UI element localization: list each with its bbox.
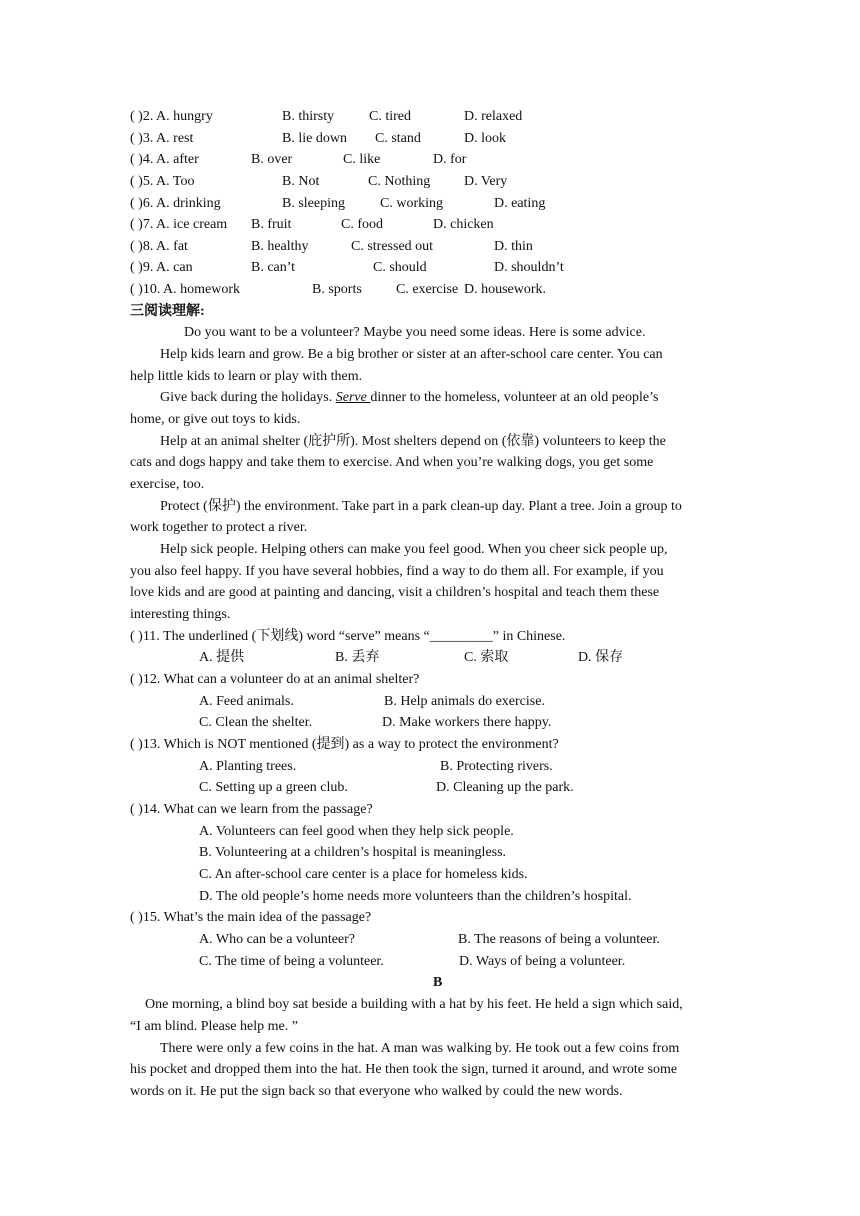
passage-line: Help kids learn and grow. Be a big brother or sister at an after-school care center. You can — [160, 347, 663, 362]
underlined-word: Serve — [335, 390, 371, 405]
passage-line: “I am blind. Please help me. ” — [130, 1019, 298, 1034]
passage-heading: B — [433, 975, 443, 990]
cloze-option-b: B. Not — [282, 174, 320, 189]
passage-line: his pocket and dropped them into the hat. He then took the sign, turned it around, and wrote some — [130, 1062, 678, 1077]
cloze-option-c: C. tired — [369, 109, 411, 124]
cloze-question: ( )9. A. can — [130, 260, 193, 275]
question-12: ( )12. What can a volunteer do at an animal shelter? — [130, 672, 420, 687]
option: D. Make workers there happy. — [382, 715, 552, 730]
cloze-option-d: D. chicken — [433, 217, 494, 232]
passage-text: Give back during the holidays. — [160, 390, 336, 405]
option: A. Volunteers can feel good when they help sick people. — [199, 824, 514, 839]
cloze-option-c: C. stand — [375, 131, 421, 146]
option: D. Ways of being a volunteer. — [459, 954, 626, 969]
option: C. Setting up a green club. — [199, 780, 348, 795]
passage-line: you also feel happy. If you have several hobbies, find a way to do them all. For example, if you — [130, 564, 664, 579]
option: C. An after-school care center is a place for homeless kids. — [199, 867, 528, 882]
cloze-option-b: B. sleeping — [282, 196, 345, 211]
passage-line: One morning, a blind boy sat beside a building with a hat by his feet. He held a sign which said, — [145, 997, 683, 1012]
cloze-option-d: D. shouldn’t — [494, 260, 564, 275]
cloze-question: ( )7. A. ice cream — [130, 217, 228, 232]
cloze-option-b: B. healthy — [251, 239, 309, 254]
cloze-option-d: D. for — [433, 152, 467, 167]
cloze-question: ( )3. A. rest — [130, 131, 194, 146]
cloze-question: ( )2. A. hungry — [130, 109, 213, 124]
passage-line: help little kids to learn or play with them. — [130, 369, 363, 384]
cloze-option-d: D. relaxed — [464, 109, 523, 124]
passage-line: exercise, too. — [130, 477, 205, 492]
cloze-question: ( )5. A. Too — [130, 174, 195, 189]
cloze-option-d: D. eating — [494, 196, 546, 211]
question-11: ( )11. The underlined (下划线) word “serve” means “_________” in Chinese. — [130, 629, 566, 644]
cloze-option-c: C. working — [380, 196, 443, 211]
question-15: ( )15. What’s the main idea of the passage? — [130, 910, 372, 925]
option: A. 提供 — [199, 650, 245, 665]
passage-text: dinner to the homeless, volunteer at an old people’s — [370, 390, 659, 405]
question-13: ( )13. Which is NOT mentioned (提到) as a way to protect the environment? — [130, 737, 559, 752]
cloze-option-d: D. look — [464, 131, 506, 146]
passage-line: There were only a few coins in the hat. A man was walking by. He took out a few coins from — [160, 1041, 680, 1056]
option: B. 丢弃 — [335, 650, 380, 665]
cloze-option-c: C. stressed out — [351, 239, 434, 254]
passage-line — [160, 389, 658, 407]
passage-line: cats and dogs happy and take them to exercise. And when you’re walking dogs, you get some — [130, 455, 654, 470]
passage-line: Protect (保护) the environment. Take part in a park clean-up day. Plant a tree. Join a group to — [160, 499, 682, 514]
option: B. Volunteering at a children’s hospital is meaningless. — [199, 845, 507, 860]
passage-line: love kids and are good at painting and dancing, visit a children’s hospital and teach them these — [130, 585, 660, 600]
section-title: 三阅读理解: — [130, 304, 205, 319]
cloze-question: ( )6. A. drinking — [130, 196, 221, 211]
question-14: ( )14. What can we learn from the passage? — [130, 802, 373, 817]
cloze-option-b: B. can’t — [251, 260, 296, 275]
passage-line: Help at an animal shelter (庇护所). Most shelters depend on (依靠) volunteers to keep the — [160, 434, 666, 449]
passage-line: words on it. He put the sign back so that everyone who walked by could the new words. — [130, 1084, 623, 1099]
cloze-option-b: B. thirsty — [282, 109, 335, 124]
option: C. 索取 — [464, 650, 509, 665]
option: C. The time of being a volunteer. — [199, 954, 384, 969]
passage-line: interesting things. — [130, 607, 231, 622]
option: A. Planting trees. — [199, 759, 297, 774]
option: D. 保存 — [578, 650, 624, 665]
passage-line: work together to protect a river. — [130, 520, 308, 535]
cloze-option-d: D. thin — [494, 239, 533, 254]
option: B. Help animals do exercise. — [384, 694, 545, 709]
cloze-option-c: C. exercise — [396, 282, 459, 297]
cloze-option-c: C. food — [341, 217, 383, 232]
passage-line: home, or give out toys to kids. — [130, 412, 301, 427]
passage-line: Do you want to be a volunteer? Maybe you need some ideas. Here is some advice. — [184, 325, 646, 340]
cloze-option-b: B. lie down — [282, 131, 347, 146]
cloze-option-d: D. housework. — [464, 282, 547, 297]
cloze-option-b: B. over — [251, 152, 293, 167]
cloze-option-d: D. Very — [464, 174, 508, 189]
option: D. The old people’s home needs more volunteers than the children’s hospital. — [199, 889, 632, 904]
option: D. Cleaning up the park. — [436, 780, 574, 795]
passage-line: Help sick people. Helping others can make you feel good. When you cheer sick people up, — [160, 542, 668, 557]
option: B. Protecting rivers. — [440, 759, 553, 774]
option: B. The reasons of being a volunteer. — [458, 932, 660, 947]
cloze-question: ( )8. A. fat — [130, 239, 188, 254]
cloze-question: ( )4. A. after — [130, 152, 199, 167]
option: A. Feed animals. — [199, 694, 294, 709]
cloze-option-c: C. like — [343, 152, 381, 167]
option: C. Clean the shelter. — [199, 715, 313, 730]
cloze-question: ( )10. A. homework — [130, 282, 241, 297]
cloze-option-b: B. sports — [312, 282, 362, 297]
option: A. Who can be a volunteer? — [199, 932, 356, 947]
cloze-option-c: C. Nothing — [368, 174, 431, 189]
cloze-option-c: C. should — [373, 260, 427, 275]
cloze-option-b: B. fruit — [251, 217, 292, 232]
